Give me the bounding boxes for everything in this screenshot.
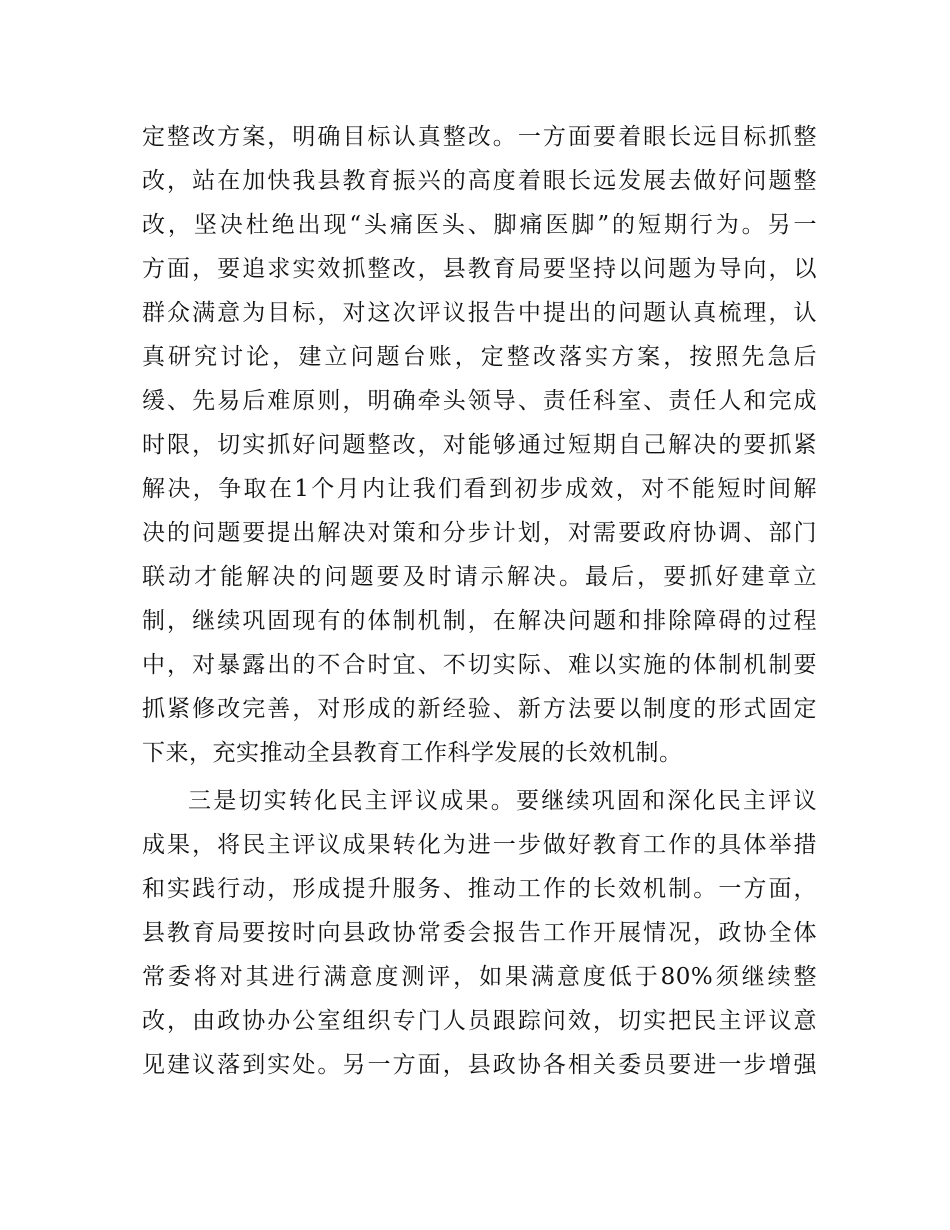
paragraph-2-first-line: 三是切实转化民主评议成果。要继续巩固和深化民主评议 <box>188 788 817 814</box>
paragraph-1-line: 抓紧修改完善，对形成的新经验、新方法要以制度的形式固定 <box>142 696 817 722</box>
paragraph-2-line: 成果，将民主评议成果转化为进一步做好教育工作的具体举措 <box>142 832 817 858</box>
paragraph-1-line: 制，继续巩固现有的体制机制，在解决问题和排除障碍的过程 <box>142 608 817 634</box>
paragraph-2-line: 改，由政协办公室组织专门人员跟踪问效，切实把民主评议意 <box>142 1008 817 1034</box>
paragraph-2-line: 县教育局要按时向县政协常委会报告工作开展情况，政协全体 <box>142 920 817 946</box>
paragraph-1-line: 联动才能解决的问题要及时请示解决。最后，要抓好建章立 <box>142 564 817 590</box>
paragraph-1-last-line: 下来，充实推动全县教育工作科学发展的长效机制。 <box>142 740 683 766</box>
paragraph-1-line: 决的问题要提出解决对策和分步计划，对需要政府协调、部门 <box>142 520 817 546</box>
paragraph-1-line: 定整改方案，明确目标认真整改。一方面要着眼长远目标抓整 <box>142 124 817 150</box>
paragraph-2-line: 见建议落到实处。另一方面，县政协各相关委员要进一步增强 <box>142 1052 817 1078</box>
paragraph-2-line: 和实践行动，形成提升服务、推动工作的长效机制。一方面， <box>142 876 817 902</box>
paragraph-1-line: 缓、先易后难原则，明确牵头领导、责任科室、责任人和完成 <box>142 388 817 414</box>
paragraph-2-line: 常委将对其进行满意度测评，如果满意度低于80%须继续整 <box>142 964 817 990</box>
paragraph-1-line: 改，站在加快我县教育振兴的高度着眼长远发展去做好问题整 <box>142 168 817 194</box>
paragraph-1-line: 时限，切实抓好问题整改，对能够通过短期自己解决的要抓紧 <box>142 432 817 458</box>
paragraph-1-line: 群众满意为目标，对这次评议报告中提出的问题认真梳理，认 <box>142 300 817 326</box>
paragraph-1-line: 解决，争取在1个月内让我们看到初步成效，对不能短时间解 <box>142 476 817 502</box>
paragraph-1-line: 方面，要追求实效抓整改，县教育局要坚持以问题为导向，以 <box>142 256 817 282</box>
paragraph-1-line: 真研究讨论，建立问题台账，定整改落实方案，按照先急后 <box>142 344 817 370</box>
paragraph-1-line: 中，对暴露出的不合时宜、不切实际、难以实施的体制机制要 <box>142 652 817 678</box>
paragraph-1-line: 改，坚决杜绝出现“头痛医头、脚痛医脚”的短期行为。另一 <box>142 212 817 238</box>
